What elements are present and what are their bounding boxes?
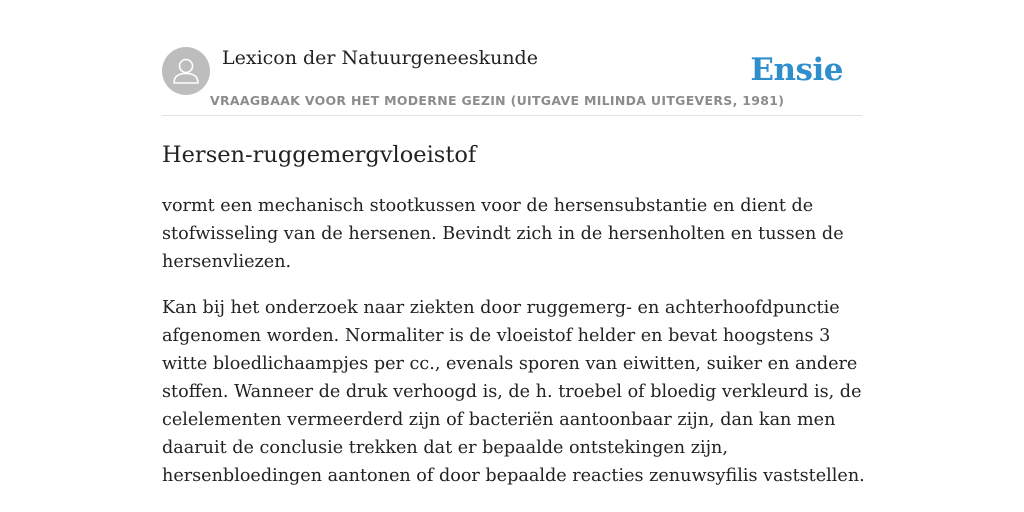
source-title[interactable]: Lexicon der Natuurgeneeskunde	[222, 47, 538, 69]
header-divider	[162, 115, 862, 116]
user-avatar-icon[interactable]	[162, 47, 210, 95]
brand-logo[interactable]: Ensie	[750, 52, 843, 88]
source-header	[162, 46, 862, 116]
entry-title: Hersen-ruggemergvloeistof	[162, 142, 477, 168]
entry-paragraph: Kan bij het onderzoek naar ziekten door ruggemerg- en achterhoofdpunctie afgenomen worden. Normaliter is de vloeistof helder en bevat hoogstens 3 witte bloedlichaampjes per cc., evenals sporen van eiwitten, suiker en andere stoffen. Wanneer de druk verhoogd is, de h. troebel of bloedig verkleurd is, de celelementen vermeerderd zijn of bacteriën aantoonbaar zijn, dan kan men daaruit de conclusie trekken dat er bepaalde ontstekingen zijn, hersenbloedingen aantonen of door bepaalde reacties zenuwsyfilis vaststellen.	[162, 298, 865, 486]
entry-paragraph: vormt een mechanisch stootkussen voor de hersensubstantie en dient de stofwisseling van de hersenen. Bevindt zich in de hersenholten en tussen de hersenvliezen.	[162, 196, 844, 272]
entry-body	[162, 192, 867, 508]
source-subtitle: VRAAGBAAK VOOR HET MODERNE GEZIN (UITGAVE MILINDA UITGEVERS, 1981)	[210, 93, 785, 108]
